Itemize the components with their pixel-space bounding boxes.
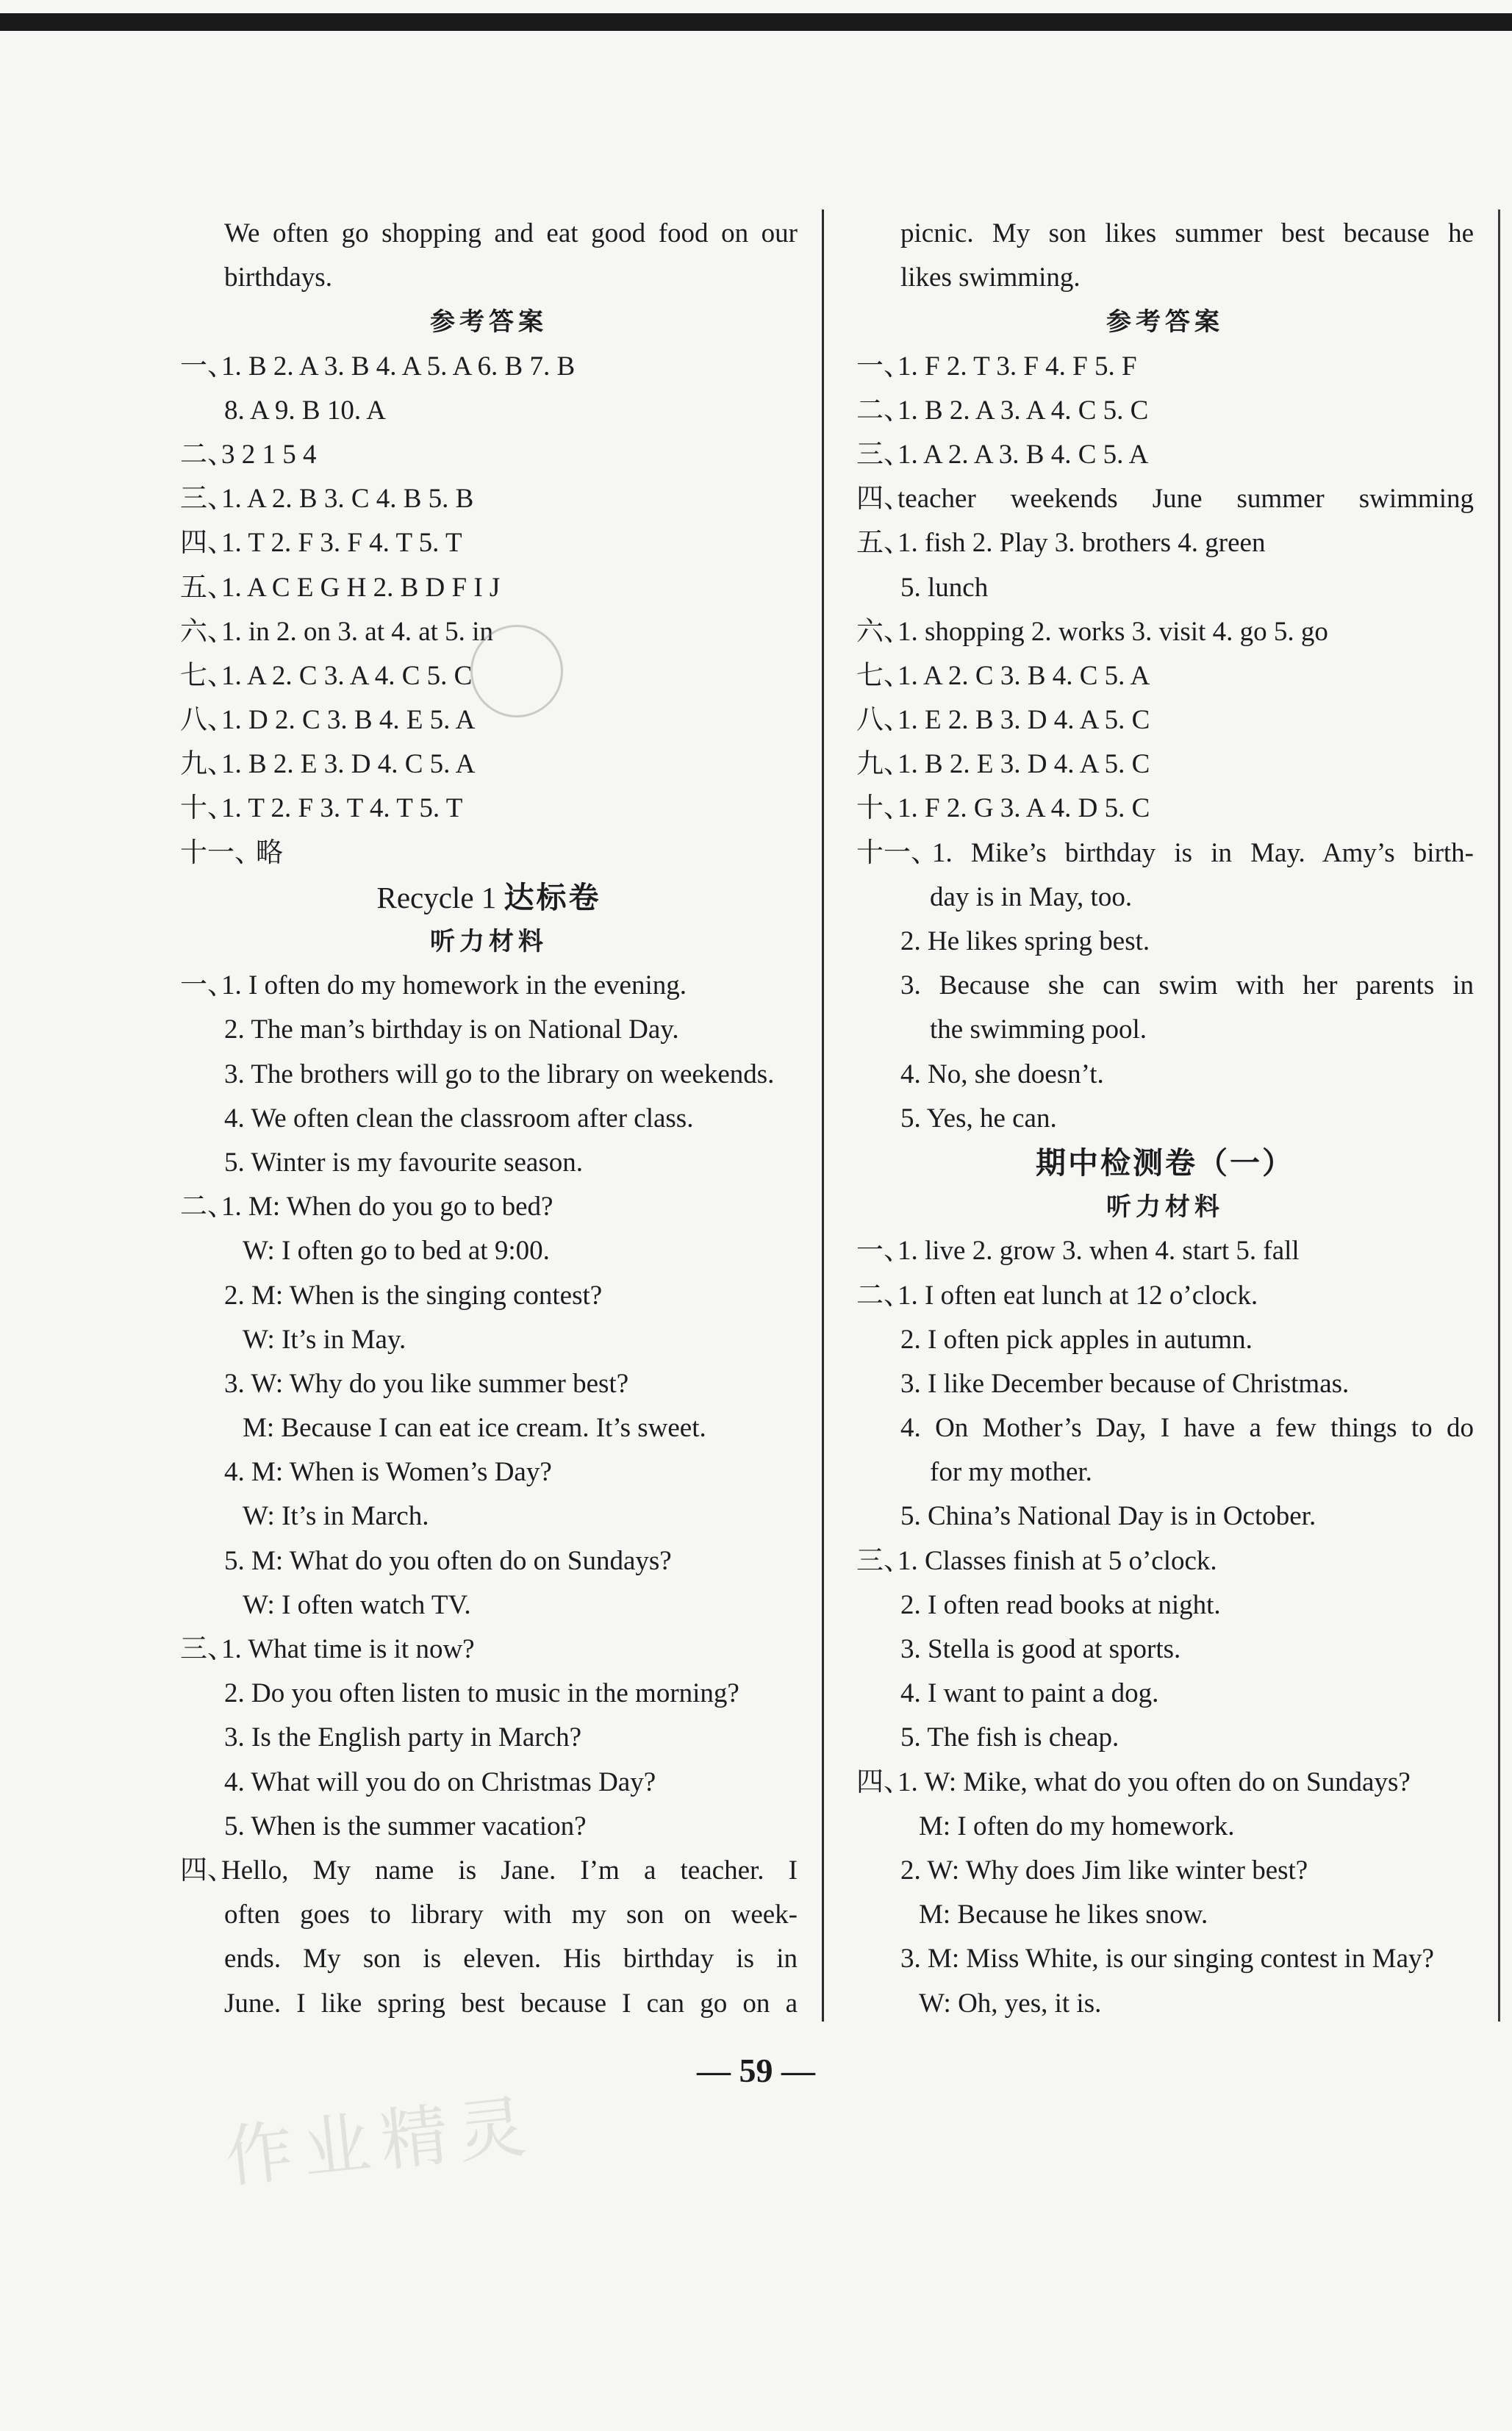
answer-line [180,742,798,787]
answer-line [856,566,1474,610]
section-heading: 参考答案 [1106,307,1224,337]
answer-line [856,787,1474,831]
section-title-en: Recycle 1 [376,880,504,914]
answer-line [180,831,798,876]
answer-text: 1. F 2. T 3. F 4. F 5. F [897,351,1137,382]
answer-text: 5. lunch [900,572,989,603]
answer-line [856,389,1474,433]
answer-line [856,212,1474,256]
question-number-label: 八、 [180,705,234,736]
question-number-label: 三、 [856,1545,911,1576]
answer-line [856,1583,1474,1628]
answer-line [856,1494,1474,1539]
question-number-label: 一、 [180,970,234,1001]
answer-line [856,1893,1474,1937]
answer-text: 5. M: What do you often do on Sundays? [224,1545,672,1576]
answer-text: 3. W: Why do you like summer best? [224,1368,629,1399]
answer-line [180,389,798,433]
answer-line [180,1229,798,1273]
answer-line [180,1494,798,1539]
answer-text: 2. W: Why does Jim like winter best? [900,1855,1308,1886]
answer-line [180,566,798,610]
answer-text: 略 [256,837,283,868]
answer-text: 1. A 2. A 3. B 4. C 5. A [897,439,1149,470]
answer-line [180,1185,798,1229]
answer-text: 2. I often pick apples in autumn. [900,1324,1253,1355]
answer-text: 3. Because she can swim with her parents in [900,970,1474,1001]
answer-text: 1. A 2. C 3. A 4. C 5. C [221,660,473,691]
section-title [180,876,798,920]
answer-text: 1. fish 2. Play 3. brothers 4. green [897,528,1266,559]
answer-text: 1. A C E G H 2. B D F I J [221,572,501,603]
section-title-cn: 期中检测卷（一） [1036,1145,1294,1181]
answer-text: Hello, My name is Jane. I’m a teacher. I [221,1855,798,1886]
section-title [856,1141,1474,1185]
answer-line [180,256,798,300]
question-number-label: 二、 [856,395,911,426]
answer-line [180,1450,798,1494]
left-column [180,212,798,2026]
answer-line [180,1937,798,1981]
answer-text: 4. On Mother’s Day, I have a few things to do [900,1413,1474,1444]
question-number-label: 一、 [180,351,234,382]
answer-text: 1. Classes finish at 5 o’clock. [897,1545,1217,1576]
question-number-label: 十、 [856,793,911,824]
answer-line [180,1982,798,2026]
answer-line [856,521,1474,565]
answer-line [856,1539,1474,1583]
answer-text: 2. The man’s birthday is on National Day. [224,1014,679,1045]
answer-line [856,345,1474,389]
answer-line [180,1672,798,1716]
answer-text: We often go shopping and eat good food on our [224,218,798,248]
question-number-label: 四、 [180,528,234,559]
answer-line [180,1008,798,1052]
answer-line [856,1318,1474,1362]
answer-text: 4. M: When is Women’s Day? [224,1457,552,1488]
answer-text: 4. We often clean the classroom after class. [224,1103,694,1134]
answer-text: 5. When is the summer vacation? [224,1811,587,1841]
right-edge-line [1498,210,1500,2022]
answer-text: 1. What time is it now? [221,1634,475,1664]
answer-line [856,477,1474,521]
answer-line [856,1982,1474,2026]
answer-text: 2. I often read books at night. [900,1589,1221,1620]
answer-line [856,876,1474,920]
answer-text: birthdays. [224,262,332,293]
answer-line [180,1097,798,1141]
answer-line [856,610,1474,654]
question-number-label: 一、 [856,351,911,382]
question-number-label: 二、 [180,1192,234,1222]
answer-text: W: It’s in March. [243,1501,429,1532]
answer-text: 1. I often do my homework in the evening. [221,970,687,1001]
answer-text: 1. D 2. C 3. B 4. E 5. A [221,705,476,736]
answer-text: 5. The fish is cheap. [900,1722,1119,1753]
answer-text: 8. A 9. B 10. A [224,395,386,426]
answer-line [856,831,1474,876]
answer-line [856,1274,1474,1318]
question-number-label: 七、 [856,660,911,691]
answer-text: 4. What will you do on Christmas Day? [224,1766,656,1797]
question-number-label: 三、 [180,1634,234,1664]
answer-line [180,787,798,831]
answer-text: 3. Is the English party in March? [224,1722,582,1753]
answer-text: 1. B 2. E 3. D 4. C 5. A [221,749,476,780]
question-number-label: 九、 [180,749,234,780]
question-number-label: 十一、 [180,837,262,868]
page-number: — 59 — [697,2052,815,2089]
answer-text: picnic. My son likes summer best because he [900,218,1474,248]
answer-text: W: It’s in May. [243,1324,406,1355]
question-number-label: 四、 [856,1766,911,1797]
question-number-label: 四、 [180,1855,234,1886]
answer-text: often goes to library with my son on week- [224,1900,798,1930]
answer-text: 1. B 2. A 3. A 4. C 5. C [897,395,1149,426]
answer-text: M: Because I can eat ice cream. It’s sweet. [243,1413,706,1444]
answer-line [180,1761,798,1805]
answer-text: 1. T 2. F 3. T 4. T 5. T [221,793,463,824]
watermark: 作业精灵 [221,2086,540,2197]
answer-text: 3. The brothers will go to the library on weekends. [224,1059,775,1089]
question-number-label: 七、 [180,660,234,691]
answer-line [856,654,1474,698]
answer-line [856,1937,1474,1981]
answer-text: 3. Stella is good at sports. [900,1634,1181,1664]
answer-line [856,1805,1474,1849]
answer-text: 1. A 2. C 3. B 4. C 5. A [897,660,1150,691]
question-number-label: 六、 [180,616,234,647]
question-number-label: 八、 [856,705,911,736]
answer-line [856,1716,1474,1760]
question-number-label: 一、 [856,1236,911,1267]
answer-line [856,698,1474,742]
answer-text: 3. I like December because of Christmas. [900,1368,1350,1399]
answer-line [180,1805,798,1849]
answer-text: 5. Winter is my favourite season. [224,1147,583,1178]
answer-line [856,433,1474,477]
question-number-label: 十一、 [856,837,938,868]
answer-text: 1. E 2. B 3. D 4. A 5. C [897,705,1150,736]
question-number-label: 十、 [180,793,234,824]
answer-text: W: Oh, yes, it is. [919,1988,1102,2019]
right-column [856,212,1474,2026]
answer-text: for my mother. [930,1457,1092,1488]
answer-line [856,1406,1474,1450]
answer-text: 1. live 2. grow 3. when 4. start 5. fall [897,1236,1300,1267]
answer-text: 1. I often eat lunch at 12 o’clock. [897,1280,1258,1311]
answer-line [180,345,798,389]
section-heading: 听力材料 [1106,1192,1224,1222]
question-number-label: 九、 [856,749,911,780]
answer-text: 2. M: When is the singing contest? [224,1280,603,1311]
answer-line [180,1716,798,1760]
answer-text: 1. Mike’s birthday is in May. Amy’s birth- [932,837,1474,868]
question-number-label: 五、 [180,572,234,603]
top-border-bar [0,13,1512,31]
answer-line [180,1362,798,1406]
answer-line [180,964,798,1008]
answer-line [856,920,1474,964]
answer-line [180,1274,798,1318]
answer-line [180,1628,798,1672]
answer-line [856,1450,1474,1494]
answer-text: 5. China’s National Day is in October. [900,1501,1316,1532]
answer-line [180,212,798,256]
answer-text: teacher weekends June summer swimming [897,484,1474,515]
answer-line [180,1849,798,1893]
answer-text: 2. Do you often listen to music in the morning? [224,1678,739,1709]
answer-text: June. I like spring best because I can go on a [224,1988,798,2019]
answer-line [856,1761,1474,1805]
answer-line [856,1362,1474,1406]
answer-line [180,1893,798,1937]
answer-text: 1. B 2. E 3. D 4. A 5. C [897,749,1150,780]
question-number-label: 三、 [180,484,234,515]
answer-text: 3. M: Miss White, is our singing contest in May? [900,1944,1434,1974]
answer-line [180,477,798,521]
column-divider [822,210,824,2022]
answer-text: 1. B 2. A 3. B 4. A 5. A 6. B 7. B [221,351,576,382]
question-number-label: 二、 [856,1280,911,1311]
answer-line [856,256,1474,300]
answer-text: day is in May, too. [930,881,1133,912]
answer-line [856,1229,1474,1273]
answer-text: M: Because he likes snow. [919,1900,1208,1930]
answer-line [856,742,1474,787]
question-number-label: 四、 [856,484,911,515]
stamp-seal [470,625,563,717]
answer-text: M: I often do my homework. [919,1811,1235,1841]
question-number-label: 五、 [856,528,911,559]
answer-text: ends. My son is eleven. His birthday is in [224,1944,798,1974]
answer-line [180,1406,798,1450]
answer-line [856,1008,1474,1052]
answer-line [180,521,798,565]
answer-text: 1. T 2. F 3. F 4. T 5. T [221,528,462,559]
answer-text: 1. M: When do you go to bed? [221,1192,553,1222]
answer-text: 3 2 1 5 4 [221,439,317,470]
answer-line [180,1583,798,1628]
section-heading: 听力材料 [430,927,548,956]
answer-line [856,1053,1474,1097]
answer-text: 4. I want to paint a dog. [900,1678,1159,1709]
question-number-label: 六、 [856,616,911,647]
answer-line [180,1539,798,1583]
answer-text: 1. shopping 2. works 3. visit 4. go 5. go [897,616,1328,647]
answer-line [856,1097,1474,1141]
answer-text: likes swimming. [900,262,1081,293]
answer-text: 4. No, she doesn’t. [900,1059,1104,1089]
answer-text: 1. F 2. G 3. A 4. D 5. C [897,793,1150,824]
answer-line [856,964,1474,1008]
answer-text: 1. W: Mike, what do you often do on Sundays? [897,1766,1411,1797]
answer-line [856,1628,1474,1672]
answer-text: 5. Yes, he can. [900,1103,1057,1134]
answer-line [856,1849,1474,1893]
answer-line [856,1672,1474,1716]
answer-text: W: I often watch TV. [243,1589,471,1620]
question-number-label: 二、 [180,439,234,470]
answer-line [180,1141,798,1185]
question-number-label: 三、 [856,439,911,470]
section-heading: 参考答案 [430,307,548,337]
answer-text: 2. He likes spring best. [900,926,1150,956]
answer-line [180,1053,798,1097]
answer-text: 1. in 2. on 3. at 4. at 5. in [221,616,493,647]
answer-text: W: I often go to bed at 9:00. [243,1236,550,1267]
answer-line [180,433,798,477]
answer-text: 1. A 2. B 3. C 4. B 5. B [221,484,474,515]
answer-text: the swimming pool. [930,1014,1147,1045]
answer-line [180,1318,798,1362]
section-title-cn: 达标卷 [504,879,601,915]
